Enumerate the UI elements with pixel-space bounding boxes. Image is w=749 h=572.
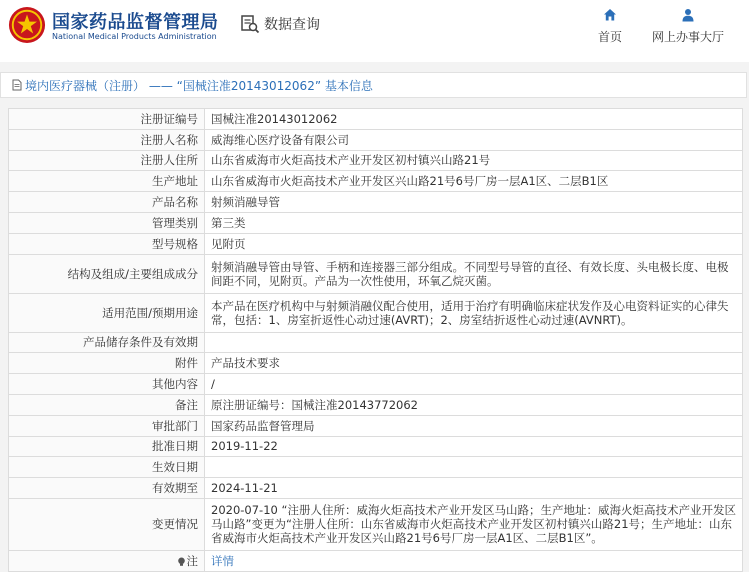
field-value: 射频消融导管由导管、手柄和连接器三部分组成。不同型号导管的直径、有效长度、头电极长度、电极间距不同，见附页。产品为一次性使用，环氧乙烷灭菌。 xyxy=(205,254,743,293)
field-label: 变更情况 xyxy=(9,498,205,550)
row-production-address xyxy=(9,171,743,192)
field-value: 第三类 xyxy=(205,212,743,233)
nav-home-label: 首页 xyxy=(598,30,623,44)
data-query-link[interactable] xyxy=(240,14,320,34)
field-value: 威海维心医疗设备有限公司 xyxy=(205,129,743,150)
detail-table-area xyxy=(0,108,749,572)
document-icon xyxy=(11,79,23,91)
nav-home[interactable] xyxy=(598,8,622,45)
field-label: 有效期至 xyxy=(9,478,205,499)
field-label: 生产地址 xyxy=(9,171,205,192)
field-label: 批准日期 xyxy=(9,436,205,457)
field-label: 型号规格 xyxy=(9,233,205,254)
field-label: 生效日期 xyxy=(9,457,205,478)
field-label: 适用范围/预期用途 xyxy=(9,293,205,332)
data-query-label: 数据查询 xyxy=(264,17,320,33)
details-link[interactable]: 详情 xyxy=(211,553,234,568)
row-approval-department xyxy=(9,415,743,436)
row-storage-validity xyxy=(9,332,743,353)
field-value xyxy=(205,457,743,478)
nav-service-hall[interactable] xyxy=(652,8,724,45)
site-header xyxy=(0,0,749,62)
row-product-name xyxy=(9,192,743,213)
field-value xyxy=(205,550,743,571)
field-label: 注册证编号 xyxy=(9,109,205,130)
field-label: 其他内容 xyxy=(9,374,205,395)
field-label xyxy=(9,550,205,571)
row-change-history xyxy=(9,498,743,550)
field-label: 管理类别 xyxy=(9,212,205,233)
field-value: / xyxy=(205,374,743,395)
home-icon xyxy=(603,8,617,22)
field-label: 审批部门 xyxy=(9,415,205,436)
nav-service-label: 网上办事大厅 xyxy=(652,30,725,44)
note-label: 注 xyxy=(186,553,198,568)
row-note xyxy=(9,550,743,571)
row-registrant-name xyxy=(9,129,743,150)
row-approval-date xyxy=(9,436,743,457)
field-value: 国家药品监督管理局 xyxy=(205,415,743,436)
field-value: 原注册证编号：国械注准20143772062 xyxy=(205,394,743,415)
field-value: 山东省威海市火炬高技术产业开发区兴山路21号6号厂房一层A1区、二层B1区 xyxy=(205,171,743,192)
row-registration-number xyxy=(9,109,743,130)
site-brand-english[interactable]: National Medical Products Administration xyxy=(52,32,217,41)
row-attachment xyxy=(9,353,743,374)
site-brand-chinese[interactable]: 国家药品监督管理局 xyxy=(52,12,219,33)
field-label: 注册人住所 xyxy=(9,150,205,171)
row-remarks xyxy=(9,394,743,415)
row-model-spec xyxy=(9,233,743,254)
row-intended-use xyxy=(9,293,743,332)
detail-title xyxy=(0,72,747,98)
field-value: 2024-11-21 xyxy=(205,478,743,499)
field-value: 2019-11-22 xyxy=(205,436,743,457)
row-management-category xyxy=(9,212,743,233)
detail-title-bar xyxy=(0,62,749,108)
user-icon xyxy=(681,8,695,22)
field-value: 产品技术要求 xyxy=(205,353,743,374)
data-query-icon xyxy=(240,14,260,34)
field-value: 见附页 xyxy=(205,233,743,254)
nmpa-emblem-icon xyxy=(8,6,46,44)
row-valid-until xyxy=(9,478,743,499)
bulb-icon xyxy=(177,557,186,566)
field-value xyxy=(205,332,743,353)
field-label: 备注 xyxy=(9,394,205,415)
field-label: 注册人名称 xyxy=(9,129,205,150)
field-value: 本产品在医疗机构中与射频消融仪配合使用，适用于治疗有明确临床症状发作及心电资料证实的心律失常，包括：1、房室折返性心动过速(AVRT)；2、房室结折返性心动过速(AVNRT)。 xyxy=(205,293,743,332)
registration-detail-table xyxy=(8,108,743,572)
field-label: 产品储存条件及有效期 xyxy=(9,332,205,353)
field-value: 山东省威海市火炬高技术产业开发区初村镇兴山路21号 xyxy=(205,150,743,171)
field-label: 附件 xyxy=(9,353,205,374)
row-registrant-address xyxy=(9,150,743,171)
detail-title-text: 境内医疗器械（注册） —— “国械注准20143012062” 基本信息 xyxy=(25,78,373,93)
field-label: 结构及组成/主要组成成分 xyxy=(9,254,205,293)
row-effective-date xyxy=(9,457,743,478)
row-other-content xyxy=(9,374,743,395)
field-value: 射频消融导管 xyxy=(205,192,743,213)
row-structure xyxy=(9,254,743,293)
field-value: 2020-07-10 “注册人住所：威海火炬高技术产业开发区马山路；生产地址：威海火炬高技术产业开发区马山路”变更为“注册人住所：山东省威海市火炬高技术产业开发区初村镇兴山路21号；生产地址：山东省威海市火炬高技术产业开发区兴山路21号6号厂房一层A1区、二层B1区”。 xyxy=(205,498,743,550)
field-value: 国械注准20143012062 xyxy=(205,109,743,130)
field-label: 产品名称 xyxy=(9,192,205,213)
